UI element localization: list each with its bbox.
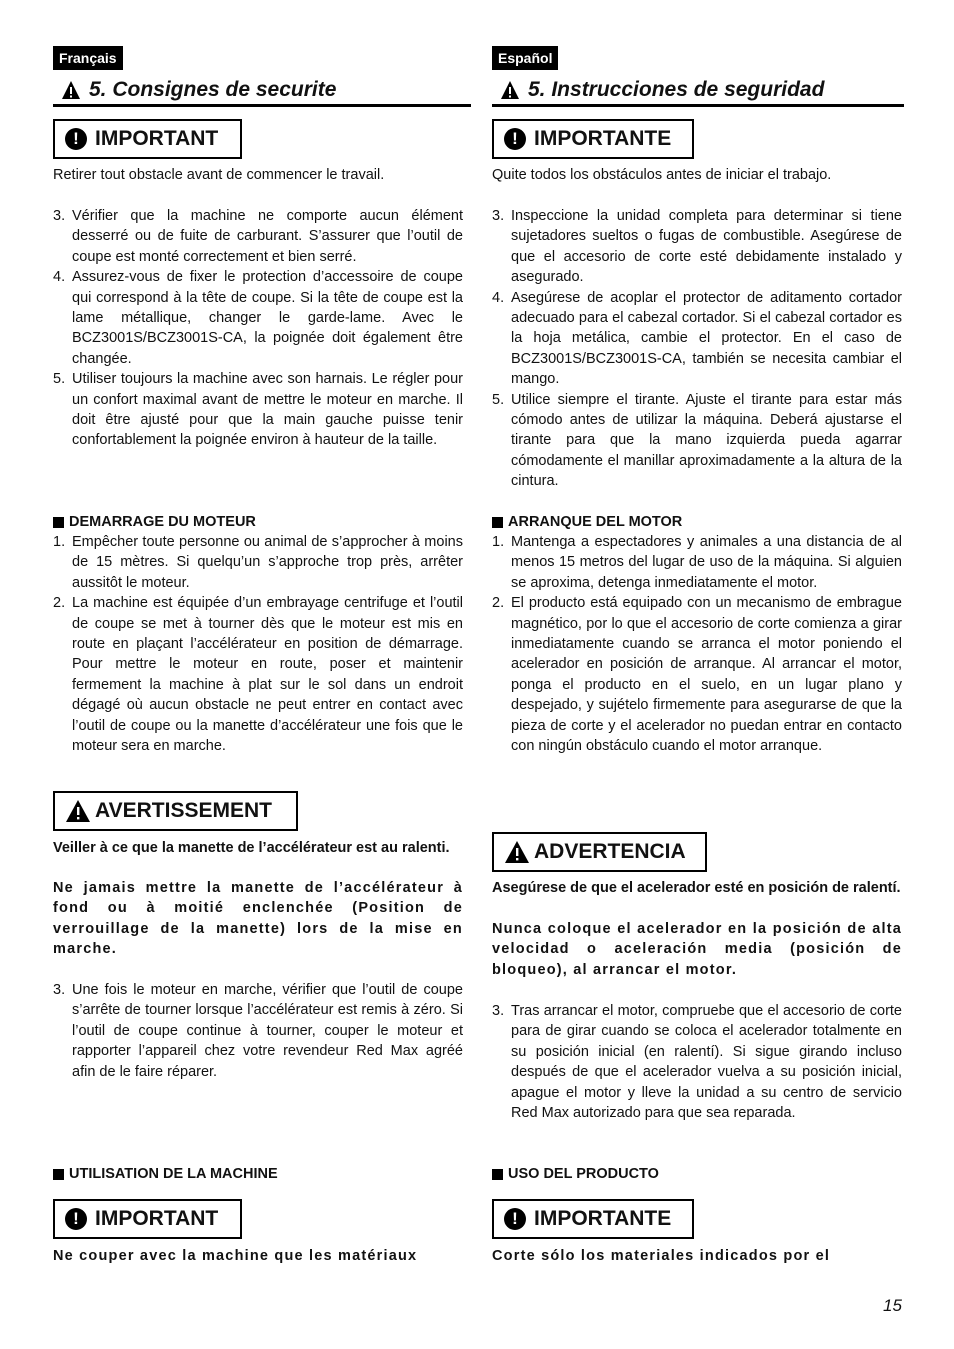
warning-text-2: Nunca coloque el acelerador en la posición de alta velocidad o aceleración media (posición de bloqueo), al arrancar el motor. bbox=[492, 921, 902, 978]
important-box bbox=[492, 119, 694, 159]
warning-triangle-icon bbox=[500, 80, 520, 100]
important-label: IMPORTANT bbox=[95, 1207, 219, 1230]
warning-label: AVERTISSEMENT bbox=[95, 799, 272, 822]
intro-text: Quite todos los obstáculos antes de iniciar el trabajo. bbox=[492, 167, 832, 183]
warning-label: ADVERTENCIA bbox=[534, 840, 686, 863]
exclamation-icon: ! bbox=[504, 128, 526, 150]
warning-text-2: Ne jamais mettre la manette de l’accélérateur à fond ou à moitié enclenchée (Position de verrouillage de la manette) lors de la mise en marche. bbox=[53, 880, 463, 958]
square-bullet-icon bbox=[53, 1169, 64, 1180]
important-box-2 bbox=[53, 1199, 242, 1239]
list-item: 3. Une fois le moteur en marche, vérifier que l’outil de coupe s’arrête de tourner lorsque l’accélérateur est remis à zéro. Si l’outil de coupe continue à tourner, couper le moteur et rapporter l’appareil chez votre revendeur Red Max agréé afin de le faire réparer. bbox=[53, 982, 463, 1080]
important-label: IMPORTANTE bbox=[534, 1207, 672, 1230]
page-number: 15 bbox=[883, 1296, 902, 1315]
square-bullet-icon bbox=[492, 1169, 503, 1180]
title-rule bbox=[53, 104, 471, 107]
language-tag: Français bbox=[53, 46, 123, 70]
exclamation-icon: ! bbox=[65, 1208, 87, 1230]
safety-list bbox=[53, 206, 463, 451]
important-box-2 bbox=[492, 1199, 694, 1239]
important-box bbox=[53, 119, 242, 159]
section-title-text: 5. Consignes de securite bbox=[89, 78, 337, 101]
exclamation-icon: ! bbox=[504, 1208, 526, 1230]
final-text: Ne couper avec la machine que les matériaux bbox=[53, 1248, 418, 1264]
warning-box bbox=[492, 832, 707, 872]
section-title bbox=[53, 76, 471, 104]
section-heading-start: ARRANQUE DEL MOTOR bbox=[492, 513, 682, 531]
item-3 bbox=[53, 980, 463, 1082]
warning-triangle-icon bbox=[65, 799, 91, 823]
section-title bbox=[492, 76, 904, 104]
intro-text: Retirer tout obstacle avant de commencer le travail. bbox=[53, 167, 385, 183]
exclamation-icon: ! bbox=[65, 128, 87, 150]
list-item: 1. Mantenga a espectadores y animales a una distancia de al menos 15 metros del lugar de uso de la máquina. Si alguien se aproxima, detenga inmediatamente el motor. bbox=[492, 534, 902, 591]
list-item: 4. Asegúrese de acoplar el protector de aditamento cortador adecuado para el cabezal cortador. Si el cabezal cortador es la hoja metálica, cambie el protector. En el caso de BCZ3001S/BCZ3001S-CA, también se necesita cambiar el mango. bbox=[492, 289, 902, 388]
warning-text-1: Veiller à ce que la manette de l’accélérateur est au ralenti. bbox=[53, 840, 450, 856]
list-item: 3. Tras arrancar el motor, compruebe que el accesorio de corte para de girar cuando se coloca el acelerador totalmente en su posición inicial (en ralentí). Si sigue girando incluso después de que el acelerador vuelva a su posición inicial, apague el motor y lleve la unidad a su centro de servicio Red Max autorizado para que sea reparada. bbox=[492, 1003, 902, 1122]
square-bullet-icon bbox=[492, 517, 503, 528]
section-heading-start: DEMARRAGE DU MOTEUR bbox=[53, 513, 256, 531]
list-item: 5. Utilice siempre el tirante. Ajuste el tirante para estar más cómodo antes de utilizar la máquina. Deberá ajustarse el tirante para que la mano izquierda pueda agarrar cómodamente el manillar aproximadamente a la altura de la cintura. bbox=[492, 391, 902, 490]
section-heading-use: USO DEL PRODUCTO bbox=[492, 1165, 659, 1183]
item-3 bbox=[492, 1001, 902, 1123]
list-item: 2. La machine est équipée d’un embrayage centrifuge et l’outil de coupe se met à tourner dès que le moteur est mis en route en plaçant l’accélérateur en position de démarrage. Pour mettre le moteur en route, poser et maintenir fermement la machine à plat sur le sol dans un endroit dégagé où aucun obstacle ne peut entrer en contact avec l’outil de coupe ou la manette d’accélérateur une fois que le moteur sera en marche. bbox=[53, 595, 463, 755]
safety-list bbox=[492, 206, 902, 492]
important-label: IMPORTANT bbox=[95, 127, 219, 150]
start-list bbox=[492, 532, 902, 756]
important-label: IMPORTANTE bbox=[534, 127, 672, 150]
warning-text-1: Asegúrese de que el acelerador esté en posición de ralentí. bbox=[492, 880, 901, 896]
list-item: 4. Assurez-vous de fixer le protection d’accessoire de coupe qui correspond à la tête de coupe. Si la tête de coupe est la lame métallique, changer le garde-lame. Avec le BCZ3001S/BCZ3001S-CA, la poignée doit également être changée. bbox=[53, 269, 463, 367]
language-tag: Español bbox=[492, 46, 558, 70]
list-item: 2. El producto está equipado con un mecanismo de embrague magnético, por lo que el accesorio de corte comienza a girar inmediatamente cuando se arranca el motor poniendo el acelerador en posición de arranque. Al arrancar el motor, ponga el producto en el suelo, en un lugar plano y despejado, y sujételo firmemente para asegurarse de que la pieza de corte y el acelerador no puedan entrar en contacto con ningún obstáculo cuando el motor arranque. bbox=[492, 595, 902, 755]
warning-box bbox=[53, 791, 298, 831]
square-bullet-icon bbox=[53, 517, 64, 528]
section-heading-use: UTILISATION DE LA MACHINE bbox=[53, 1165, 278, 1183]
list-item: 3. Inspeccione la unidad completa para determinar si tiene sujetadores sueltos o fugas de combustible. Asegúrese de que el accesorio de corte esté debidamente instalado y asegurado. bbox=[492, 208, 902, 286]
list-item: 3. Vérifier que la machine ne comporte aucun élément desserré ou de fuite de carburant. S’assurer que l’outil de coupe est monté correctement et bien serré. bbox=[53, 208, 463, 265]
start-list bbox=[53, 532, 463, 756]
final-text: Corte sólo los materiales indicados por el bbox=[492, 1248, 831, 1264]
list-item: 5. Utiliser toujours la machine avec son harnais. Le régler pour un confort maximal avant de mettre le moteur en marche. Il doit être ajusté pour que la main gauche puisse tenir confortablement la poignée environ à hauteur de la taille. bbox=[53, 371, 463, 449]
warning-triangle-icon bbox=[504, 840, 530, 864]
list-item: 1. Empêcher toute personne ou animal de s’approcher à moins de 15 mètres. Si quelqu’un s’approche trop près, arrêter aussitôt le moteur. bbox=[53, 534, 463, 591]
title-rule bbox=[492, 104, 904, 107]
section-title-text: 5. Instrucciones de seguridad bbox=[528, 78, 825, 101]
warning-triangle-icon bbox=[61, 80, 81, 100]
